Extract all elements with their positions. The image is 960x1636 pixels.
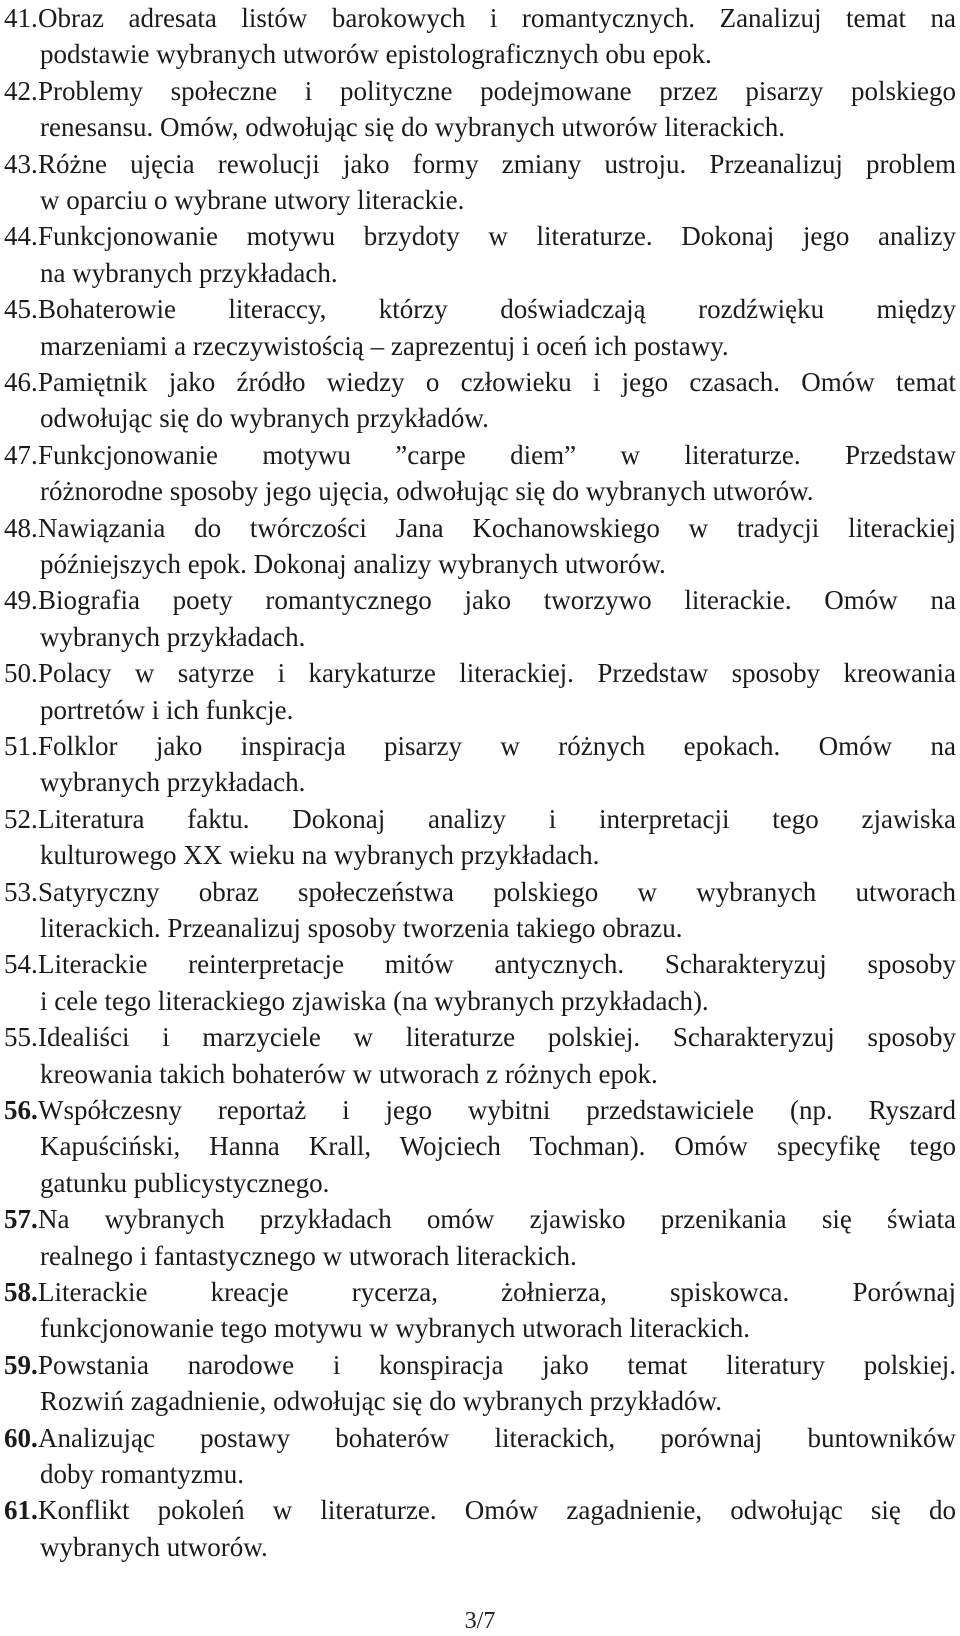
topic-text: realnego i fantastycznego w utworach literackich. [40, 1240, 577, 1271]
topic-line [4, 1420, 956, 1456]
topic-number: 55. [4, 1022, 38, 1053]
topic-text: gatunku publicystycznego. [40, 1167, 330, 1198]
topic-line [40, 1310, 956, 1346]
topic-line [40, 182, 956, 218]
topic-line [40, 255, 956, 291]
topic-line [4, 510, 956, 546]
topic-number: 43. [4, 148, 38, 179]
topic-text: Konflikt pokoleń w literaturze. Omów zagadnienie, odwołując się do [38, 1495, 956, 1526]
topic-number: 47. [4, 439, 38, 470]
topic-line [40, 109, 956, 145]
topic-item [4, 291, 956, 364]
topic-text: portretów i ich funkcje. [40, 694, 294, 725]
topic-number: 48. [4, 512, 38, 543]
topic-text: podstawie wybranych utworów epistolograficznych obu epok. [40, 39, 712, 70]
topic-item [4, 437, 956, 510]
topic-text: Współczesny reportaż i jego wybitni przedstawiciele (np. Ryszard [38, 1095, 956, 1125]
topic-line [4, 1019, 956, 1055]
topic-item [4, 655, 956, 728]
topic-text: Analizując postawy bohaterów literackich, porównaj buntowników [38, 1422, 956, 1453]
topic-number: 51. [4, 731, 38, 761]
topic-item [4, 1019, 956, 1092]
topic-text: Bohaterowie literaccy, którzy doświadczają rozdźwięku między [38, 294, 956, 325]
topic-line [4, 291, 956, 327]
topic-line [4, 1274, 956, 1310]
topic-item [4, 1420, 956, 1493]
topic-line [40, 1165, 956, 1201]
topic-line [40, 1056, 956, 1092]
topic-text: wybranych przykładach. [40, 621, 306, 652]
topic-line [40, 546, 956, 582]
topic-text: wybranych utworów. [40, 1531, 268, 1562]
topic-text: Funkcjonowanie motywu brzydoty w literaturze. Dokonaj jego analizy [38, 221, 956, 252]
topic-text: odwołując się do wybranych przykładów. [40, 403, 489, 434]
topic-line [4, 0, 956, 36]
topic-text: Kapuściński, Hanna Krall, Wojciech Tochman). Omów specyfikę tego [40, 1131, 956, 1162]
topic-item [4, 510, 956, 583]
topic-number: 60. [4, 1422, 38, 1453]
topic-line [40, 764, 956, 800]
topic-text: Różne ujęcia rewolucji jako formy zmiany ustroju. Przeanalizuj problem [38, 148, 956, 179]
topic-text: Folklor jako inspiracja pisarzy w różnych epokach. Omów na [38, 731, 956, 761]
page-number: 3/7 [464, 1608, 496, 1634]
topic-line [40, 692, 956, 728]
topic-item [4, 874, 956, 947]
topic-number: 58. [4, 1277, 38, 1307]
topic-item [4, 1092, 956, 1201]
topic-number: 57. [4, 1204, 38, 1235]
topic-line [4, 655, 956, 691]
topic-text: różnorodne sposoby jego ujęcia, odwołując się do wybranych utworów. [40, 476, 814, 507]
topic-line [40, 1238, 956, 1274]
topic-number: 41. [4, 3, 38, 33]
topic-line [40, 983, 956, 1019]
topic-number: 54. [4, 949, 38, 980]
topic-line [4, 728, 956, 764]
topic-line [4, 364, 956, 400]
topic-number: 44. [4, 221, 38, 252]
topic-line [40, 1456, 956, 1492]
topic-number: 46. [4, 367, 38, 397]
topic-line [40, 910, 956, 946]
topic-text: Funkcjonowanie motywu ”carpe diem” w literaturze. Przedstaw [38, 439, 956, 470]
topic-text: kulturowego XX wieku na wybranych przykładach. [40, 840, 600, 871]
topic-line [40, 619, 956, 655]
topic-text: Literackie reinterpretacje mitów antycznych. Scharakteryzuj sposoby [38, 949, 956, 980]
topic-line [40, 1529, 956, 1565]
topic-item [4, 1492, 956, 1565]
topic-line [4, 582, 956, 618]
topic-text: Literatura faktu. Dokonaj analizy i interpretacji tego zjawiska [38, 803, 956, 834]
topic-text: literackich. Przeanalizuj sposoby tworzenia takiego obrazu. [40, 912, 683, 943]
topic-text: na wybranych przykładach. [40, 257, 338, 288]
topic-text: Powstania narodowe i konspiracja jako temat literatury polskiej. [38, 1349, 956, 1380]
topic-number: 59. [4, 1349, 38, 1380]
topic-line [4, 1201, 956, 1237]
topic-text: Nawiązania do twórczości Jana Kochanowskiego w tradycji literackiej [38, 512, 956, 543]
topic-text: Obraz adresata listów barokowych i romantycznych. Zanalizuj temat na [38, 3, 956, 33]
topic-line [40, 328, 956, 364]
topic-item [4, 1201, 956, 1274]
topic-item [4, 1347, 956, 1420]
topic-line [40, 837, 956, 873]
topic-text: Idealiści i marzyciele w literaturze polskiej. Scharakteryzuj sposoby [38, 1022, 956, 1053]
topic-item [4, 73, 956, 146]
topic-line [4, 146, 956, 182]
topic-item [4, 364, 956, 437]
topic-item [4, 1274, 956, 1347]
topic-text: Na wybranych przykładach omów zjawisko przenikania się świata [38, 1204, 956, 1235]
topic-number: 45. [4, 294, 38, 325]
topic-item [4, 0, 956, 73]
topic-number: 56. [4, 1095, 38, 1125]
topic-line [4, 1347, 956, 1383]
topic-text: renesansu. Omów, odwołując się do wybranych utworów literackich. [40, 112, 786, 143]
topic-number: 42. [4, 75, 38, 106]
topic-text: wybranych przykładach. [40, 767, 306, 798]
topic-line [4, 946, 956, 982]
topic-text: Problemy społeczne i polityczne podejmowane przez pisarzy polskiego [38, 75, 956, 106]
topic-line [4, 218, 956, 254]
topic-line [4, 1092, 956, 1128]
topic-item [4, 218, 956, 291]
topic-number: 52. [4, 803, 38, 834]
topic-line [4, 437, 956, 473]
topic-line [40, 400, 956, 436]
topic-text: Biografia poety romantycznego jako tworzywo literackie. Omów na [38, 585, 956, 616]
topic-text: późniejszych epok. Dokonaj analizy wybranych utworów. [40, 548, 666, 579]
topic-number: 61. [4, 1495, 38, 1526]
topic-line [4, 874, 956, 910]
topic-text: kreowania takich bohaterów w utworach z różnych epok. [40, 1058, 658, 1089]
topic-number: 53. [4, 876, 38, 907]
topic-line [40, 1383, 956, 1419]
topic-text: Satyryczny obraz społeczeństwa polskiego w wybranych utworach [38, 876, 956, 907]
topic-line [40, 1128, 956, 1164]
topic-item [4, 582, 956, 655]
topic-text: funkcjonowanie tego motywu w wybranych utworach literackich. [40, 1313, 751, 1344]
topic-line [4, 1492, 956, 1528]
topic-item [4, 728, 956, 801]
topic-number: 50. [4, 658, 38, 689]
topic-line [40, 473, 956, 509]
topic-text: Rozwiń zagadnienie, odwołując się do wybranych przykładów. [40, 1386, 723, 1417]
topic-item [4, 946, 956, 1019]
topic-line [40, 36, 956, 72]
topic-line [4, 801, 956, 837]
topic-text: w oparciu o wybrane utwory literackie. [40, 184, 465, 215]
topic-item [4, 146, 956, 219]
topic-line [4, 73, 956, 109]
topic-text: Literackie kreacje rycerza, żołnierza, spiskowca. Porównaj [38, 1277, 956, 1307]
topic-text: doby romantyzmu. [40, 1458, 244, 1489]
topic-text: i cele tego literackiego zjawiska (na wybranych przykładach). [40, 985, 709, 1016]
topic-text: marzeniami a rzeczywistością – zaprezentuj i oceń ich postawy. [40, 330, 729, 361]
topic-text: Polacy w satyrze i karykaturze literackiej. Przedstaw sposoby kreowania [38, 658, 956, 689]
topic-text: Pamiętnik jako źródło wiedzy o człowieku i jego czasach. Omów temat [38, 367, 956, 397]
topic-number: 49. [4, 585, 38, 616]
topic-item [4, 801, 956, 874]
